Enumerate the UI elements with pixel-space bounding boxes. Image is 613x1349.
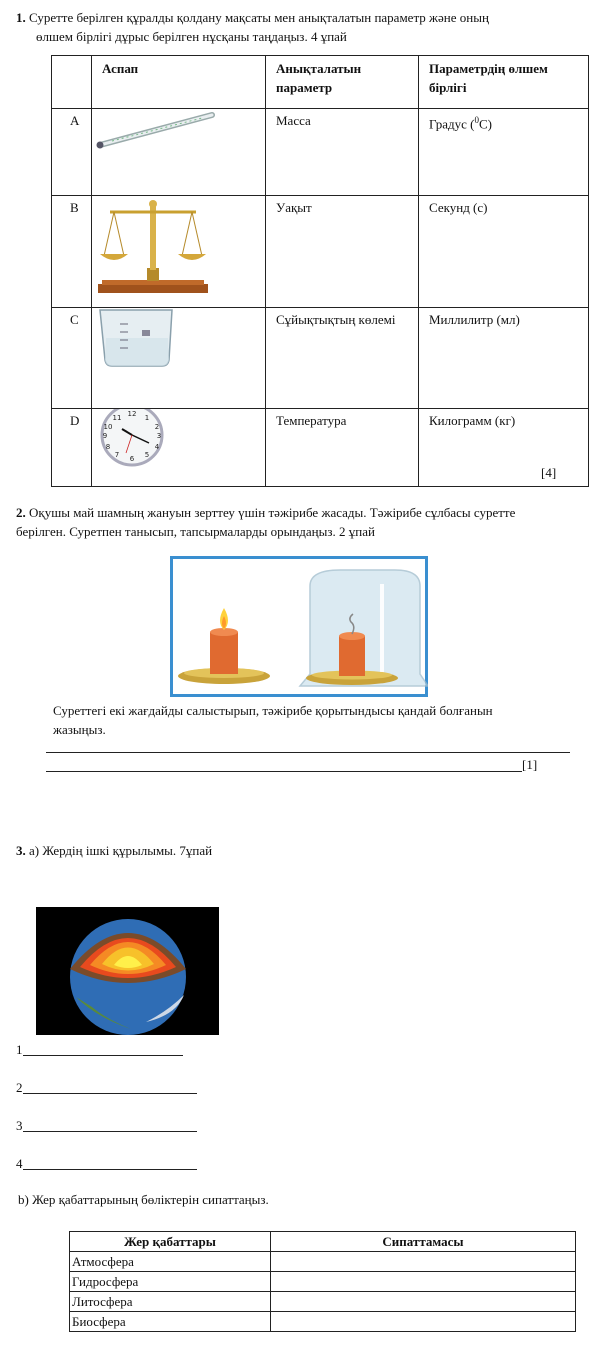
blank-2-line[interactable] — [23, 1093, 197, 1094]
row-unit: Килограмм (кг) — [419, 409, 589, 487]
layer-name: Атмосфера — [70, 1252, 271, 1272]
q1-text-line1: Суретте берілген құралды қолдану мақсаты мен анықталатын параметр және оның — [29, 10, 489, 25]
blank-3-line[interactable] — [23, 1131, 197, 1132]
q1-header-unit: Параметрдің өлшем бірлігі — [419, 56, 589, 109]
q1-row-b — [52, 196, 589, 308]
earth-layers-table — [69, 1231, 576, 1332]
blank-1-label: 1 — [16, 1042, 23, 1057]
row-parameter: Уақыт — [266, 196, 419, 308]
q1-number: 1. — [16, 10, 26, 25]
candle-experiment-figure — [170, 556, 428, 697]
q1-marks: [4] — [541, 465, 557, 480]
q3-part-b: b) Жер қабаттарының бөліктерін сипаттаңыз. — [18, 1192, 269, 1207]
blank-2-label: 2 — [16, 1080, 23, 1095]
q2-number: 2. — [16, 505, 26, 520]
row-letter: D — [52, 409, 92, 487]
q2-text-line2: берілген. Суретпен танысып, тапсырмаларды орындаңыз. 2 ұпай — [16, 524, 375, 539]
q1-row-a — [52, 109, 589, 196]
q1-prompt — [16, 8, 596, 46]
svg-text:6: 6 — [129, 455, 135, 463]
beaker-icon — [92, 308, 266, 403]
blank-1-line[interactable] — [23, 1055, 183, 1056]
row-letter: B — [52, 196, 92, 308]
svg-text:5: 5 — [144, 451, 150, 459]
q1-header-parameter: Анықталатын параметр — [266, 56, 419, 109]
layer-description-cell[interactable] — [271, 1292, 576, 1312]
beaker-image — [92, 308, 266, 409]
row-parameter: Сұйықтықтың көлемі — [266, 308, 419, 409]
layers-header-row — [70, 1232, 576, 1252]
row-parameter: Температура — [266, 409, 419, 487]
svg-text:7: 7 — [114, 451, 120, 459]
row-unit: Миллилитр (мл) — [419, 308, 589, 409]
table-row — [70, 1292, 576, 1312]
answer-line-2[interactable] — [46, 771, 522, 772]
layer-name: Биосфера — [70, 1312, 271, 1332]
svg-text:9: 9 — [102, 432, 108, 440]
q1-row-c — [52, 308, 589, 409]
svg-text:12: 12 — [127, 410, 137, 418]
clock-image — [92, 409, 266, 487]
svg-text:3: 3 — [156, 432, 162, 440]
row-unit: Градус ($^0$С) — [419, 109, 589, 196]
earth-structure-figure — [36, 907, 219, 1035]
q1-row-d — [52, 409, 589, 487]
layers-header-name: Жер қабаттары — [70, 1232, 271, 1252]
layer-description-cell[interactable] — [271, 1272, 576, 1292]
q1-text-line2: өлшем бірлігі дұрыс берілген нұсқаны таңдаңыз. 4 ұпай — [36, 29, 347, 44]
q2-text-line1: Оқушы май шамның жануын зерттеу үшін тәжірибе жасады. Тәжірибе сұлбасы суретте — [29, 505, 516, 520]
layer-name: Гидросфера — [70, 1272, 271, 1292]
blank-4-line[interactable] — [23, 1169, 197, 1170]
layer-description-cell[interactable] — [271, 1312, 576, 1332]
q2-task — [53, 701, 573, 739]
row-letter: C — [52, 308, 92, 409]
layer-description-cell[interactable] — [271, 1252, 576, 1272]
candle-left — [210, 632, 238, 674]
clock-icon — [92, 409, 266, 481]
q3-title — [16, 841, 212, 860]
svg-text:1: 1 — [144, 414, 150, 422]
candle-right — [339, 636, 365, 676]
answer-line-1[interactable] — [46, 752, 570, 753]
table-row — [70, 1272, 576, 1292]
q3-number: 3. — [16, 843, 26, 858]
row-parameter: Масса — [266, 109, 419, 196]
table-row — [70, 1252, 576, 1272]
svg-text:11: 11 — [112, 414, 122, 422]
q1-table — [51, 55, 589, 487]
blank-3-label: 3 — [16, 1118, 23, 1133]
layer-name: Литосфера — [70, 1292, 271, 1312]
q2-task-line1: Суреттегі екі жағдайды салыстырып, тәжірибе қорытындысы қандай болғанын — [53, 703, 493, 718]
table-row — [70, 1312, 576, 1332]
q1-header-instrument: Аспап — [92, 56, 266, 109]
q2-task-line2: жазыңыз. — [53, 722, 106, 737]
blank-4-label: 4 — [16, 1156, 23, 1171]
thermometer-image — [92, 109, 266, 196]
q1-header-row — [52, 56, 589, 109]
layers-header-description: Сипаттамасы — [271, 1232, 576, 1252]
q2-marks: [1] — [522, 757, 538, 772]
q3-title-text: а) Жердің ішкі құрылымы. 7ұпай — [25, 843, 213, 858]
row-letter: A — [52, 109, 92, 196]
q2-prompt — [16, 503, 606, 541]
svg-text:2: 2 — [154, 423, 160, 431]
scales-image — [92, 196, 266, 308]
svg-text:10: 10 — [103, 423, 113, 431]
scales-icon — [92, 196, 266, 302]
svg-text:8: 8 — [105, 443, 111, 451]
row-unit: Секунд (с) — [419, 196, 589, 308]
q1-header-empty — [52, 56, 92, 109]
svg-text:4: 4 — [154, 443, 160, 451]
thermometer-icon — [92, 109, 266, 190]
